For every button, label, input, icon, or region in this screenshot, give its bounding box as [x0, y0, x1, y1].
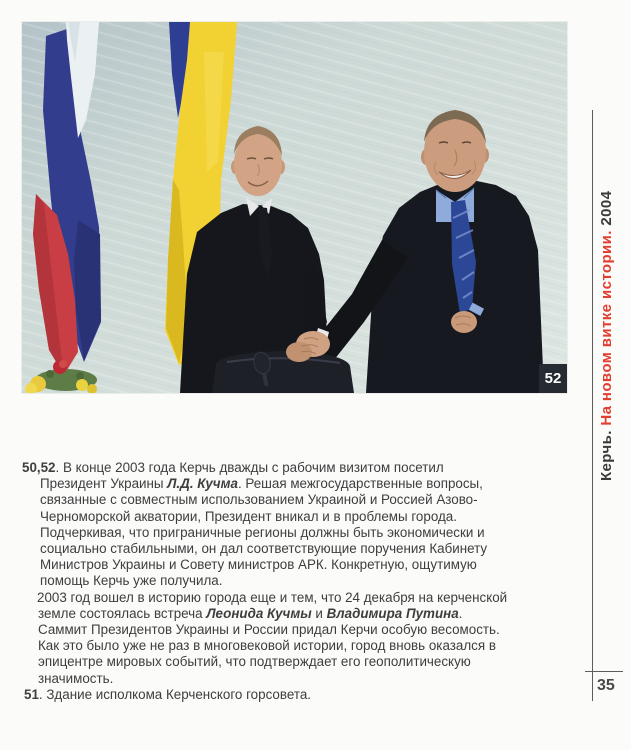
sidebar-title-subtitle: На новом витке истории. — [598, 225, 615, 426]
person-name-leonid-kuchma: Леонида Кучмы — [206, 605, 312, 621]
caption-50-52-part2 — [22, 590, 510, 687]
caption-text: 2003 год вошел в историю города еще и тем, что 24 декабря на керченской земле состоялась встреча — [37, 589, 508, 621]
caption-number: 51 — [24, 686, 39, 702]
summit-photo — [22, 22, 567, 393]
caption-text: . Решая межгосударственные вопросы, связанные с совместным использованием Украиной и Россией Азово-Черноморской акватории, Президент вникал и в проблемы города. Подчеркивая, что приграничные регионы должны быть экономически и социально стабильными, он дал соответствующие поручения Кабинету Министров Украины и Совету министров АРК. Конкретную, ощутимую помощь Керчь уже получила. — [40, 476, 488, 589]
caption-text: . В конце 2003 года Керчь дважды с рабочим визитом посетил Президент Украины — [40, 460, 444, 492]
page-number-tick — [585, 671, 623, 672]
photo-illustration — [22, 22, 567, 393]
caption-text: и — [311, 605, 327, 621]
caption-51 — [22, 687, 510, 703]
person-name-vladimir-putin: Владимира Путина — [326, 605, 459, 621]
page-number: 35 — [597, 677, 615, 694]
sidebar-title-city: Керчь. — [598, 425, 615, 481]
caption-number: 50,52 — [22, 460, 56, 475]
chair — [212, 351, 354, 393]
photo-number-badge: 52 — [539, 364, 567, 393]
person-name-kuchma: Л.Д. Кучма — [167, 476, 238, 492]
caption-block — [22, 460, 510, 703]
sidebar-title-year: 2004 — [598, 190, 615, 226]
caption-text: . Саммит Президентов Украины и России придал Керчи особую весомость. Как это было уже не раз в многовековой истории, город вновь оказался в эпицентре мировых событий, что подтверждает его геополитическую значимость. — [38, 605, 500, 686]
caption-50-52 — [22, 460, 510, 590]
sidebar-title — [598, 191, 615, 481]
sidebar-rule — [592, 110, 593, 701]
caption-text: . Здание исполкома Керченского горсовета. — [38, 686, 311, 702]
